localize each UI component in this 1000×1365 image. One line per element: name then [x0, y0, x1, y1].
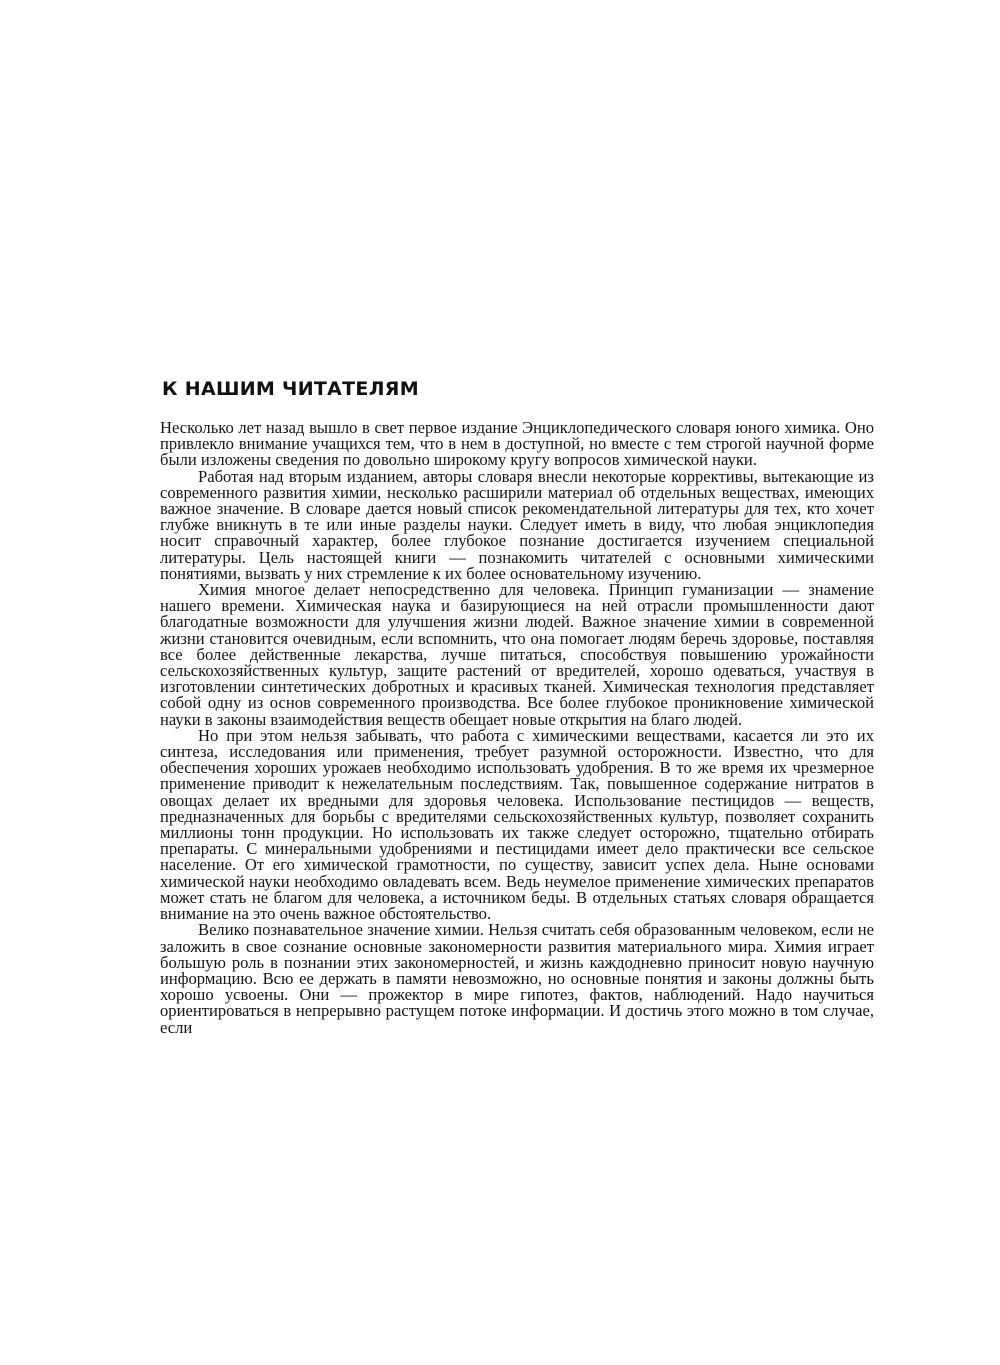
paragraph-5: Велико познавательное значение химии. Нельзя считать себя образованным человеком, если не заложить в свое сознание основные закономерности развития материального мира. Химия играет большую роль в познании этих закономерностей, и жизнь каждодневно приносит новую научную информацию. Всю ее держать в памяти невозможно, но основные понятия и законы должны быть хорошо усвоены. Они — прожектор в мире гипотез, фактов, наблюдений. Надо научиться ориентироваться в непрерывно растущем потоке информации. И достичь этого можно в том случае, если [160, 920, 874, 1037]
paragraph-4: Но при этом нельзя забывать, что работа с химическими веществами, касается ли это их синтеза, исследования или применения, требует разумной осторожности. Известно, что для обеспечения хороших урожаев необходимо использовать удобрения. В то же время их чрезмерное применение приводит к нежелательным последствиям. Так, повышенное содержание нитратов в овощах делает их вредными для здоровья человека. Использование пестицидов — веществ, предназначенных для борьбы с вредителями сельскохозяйственных культур, позволяет сохранить миллионы тонн продукции. Но использовать их также следует осторожно, тщательно отбирать препараты. С минеральными удобрениями и пестицидами имеет дело практически все сельское население. От его химической грамотности, по существу, зависит успех дела. Ныне основами химической науки необходимо овладевать всем. Ведь неумелое применение химических препаратов может стать не благом для человека, а источником беды. В отдельных статьях словаря обращается внимание на это очень важное обстоятельство. [160, 725, 874, 924]
paragraph-3: Химия многое делает непосредственно для человека. Принцип гуманизации — знамение нашего времени. Химическая наука и базирующиеся на ней отрасли промышленности дают благодатные возможности для улучшения жизни людей. Важное значение химии в современной жизни становится очевидным, если вспомнить, что она помогает людям беречь здоровье, поставляя все более действенные лекарства, лучше питаться, способствуя повышению урожайности сельскохозяйственных культур, защите растений от вредителей, хорошо одеваться, участвуя в изготовлении синтетических добротных и красивых тканей. Химическая технология представляет собой одну из основ современного производства. Все более глубокое проникновение химической науки в законы взаимодействия веществ обещает новые открытия на благо людей. [160, 580, 874, 729]
paragraph-2: Работая над вторым изданием, авторы словаря внесли некоторые коррективы, вытекающие из современного развития химии, несколько расширили материал об отдельных веществах, имеющих важное значение. В словаре дается новый список рекомендательной литературы для тех, кто хочет глубже вникнуть в те или иные разделы науки. Следует иметь в виду, что любая энциклопедия носит справочный характер, более глубокое познание достигается изучением специальной литературы. Цель настоящей книги — познакомить читателей с основными химическими понятиями, вызвать у них стремление к их более основательному изучению. [160, 466, 874, 583]
paragraph-1: Несколько лет назад вышло в свет первое издание Энциклопедического словаря юного химика. Оно привлекло внимание учащихся тем, что в нем в доступной, но вместе с тем строгой научной форме были изложены сведения по довольно широкому кругу вопросов химической науки. [160, 418, 874, 470]
preface-body [160, 420, 874, 1036]
section-heading: К НАШИМ ЧИТАТЕЛЯМ [162, 378, 419, 400]
